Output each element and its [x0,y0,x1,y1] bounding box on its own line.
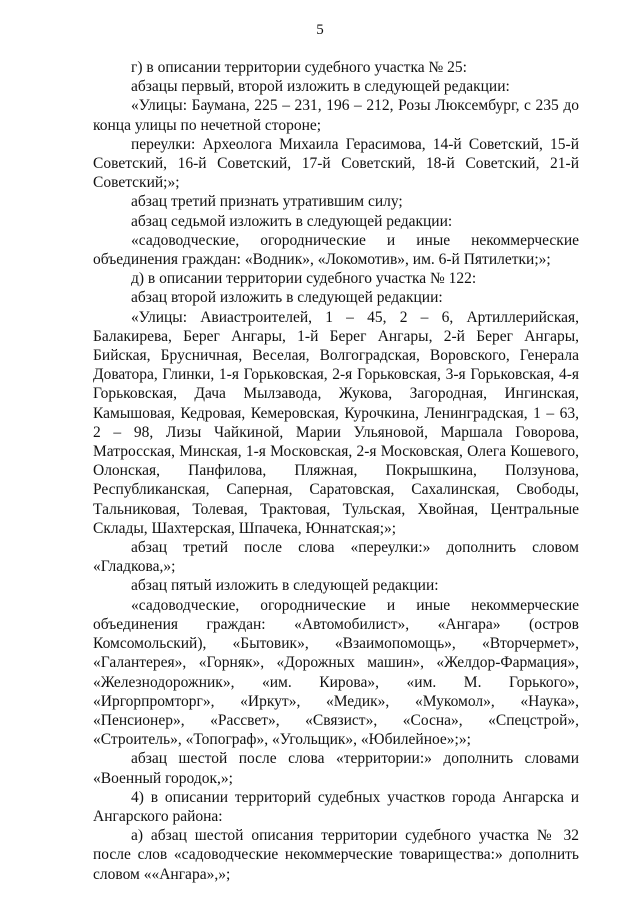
paragraph: абзацы первый, второй изложить в следующей редакции: [131,78,510,96]
paragraph: переулки: Археолога Михаила Герасимова, 14-й Советский, 15-й Советский, 16-й Советский, 17-й Советский, 18-й Советский, 21-й Советский;»; [93,135,579,192]
paragraph: г) в описании территории судебного участка № 25: [131,59,467,76]
page-number: 5 [316,22,324,38]
paragraph: абзац седьмой изложить в следующей редакции: [131,212,453,230]
paragraph: 4) в описании территорий судебных участков города Ангарска и Ангарского района: [93,788,579,825]
paragraph: «Улицы: Авиастроителей, 1 – 45, 2 – 6, Артиллерийская, Балакирева, Берег Ангары, 1-й Берег Ангары, 2-й Берег Ангары, Бийская, Брусничная, Веселая, Волгоградская, Воровского, Генерала Доватора, Глинки, 1-я Горьковская, 2-я Горьковская, 3-я Горьковская, 4-я Горьковская, Дача Мылзавода, Жукова, Загородная, Ингинская, Камышовая, Кедровая, Кемеровская, Курочкина, Ленинградская, 1 – 63, 2 – 98, Лизы Чайкиной, Марии Ульяновой, Маршала Говорова, Матросская, Минская, 1-я Московская, 2-я Московская, Олега Кошевого, Олонская, Панфилова, Пляжная, Покрышкина, Ползунова, Республиканская, Саперная, Саратовская, Сахалинская, Свободы, Тальниковая, Толевая, Трактовая, Тульская, Хвойная, Центральные Склады, Шахтерская, Шпачека, Юннатская;»; [93,308,579,537]
paragraph: абзац третий после слова «переулки:» дополнить словом «Гладкова,»; [93,539,579,576]
document-body [93,58,579,884]
paragraph: абзац третий признать утратившим силу; [131,193,403,211]
paragraph: «садоводческие, огороднические и иные некоммерческие объединения граждан: «Водник», «Локомотив», им. 6-й Пятилетки;»; [93,231,579,269]
paragraph: абзац шестой после слова «территории:» дополнить словами «Военный городок,»; [93,750,579,787]
paragraph: абзац второй изложить в следующей редакции: [131,289,443,307]
paragraph: а) абзац шестой описания территории судебного участка № 32 после слов «садоводческие некоммерческие товарищества:» дополнить словом ««Ангара»,»; [93,827,579,883]
paragraph: д) в описании территории судебного участка № 122: [131,270,477,288]
paragraph: «Улицы: Баумана, 225 – 231, 196 – 212, Розы Люксембург, с 235 до конца улицы по нечетной стороне; [93,97,579,134]
paragraph: абзац пятый изложить в следующей редакции: [131,577,439,595]
paragraph: «садоводческие, огороднические и иные некоммерческие объединения граждан: «Автомобилист», «Ангара» (остров Комсомольский), «Бытовик», «Взаимопомощь», «Вторчермет», «Галантерея», «Горняк», «Дорожных машин», «Желдор-Фармация», «Железнодорожник», «им. Кирова», «им. М. Горького», «Иргорпромторг», «Иркут», «Медик», «Мукомол», «Наука», «Пенсионер», «Рассвет», «Связист», «Сосна», «Спецстрой», «Строитель», «Топограф», «Угольщик», «Юбилейное»;»; [93,596,579,749]
